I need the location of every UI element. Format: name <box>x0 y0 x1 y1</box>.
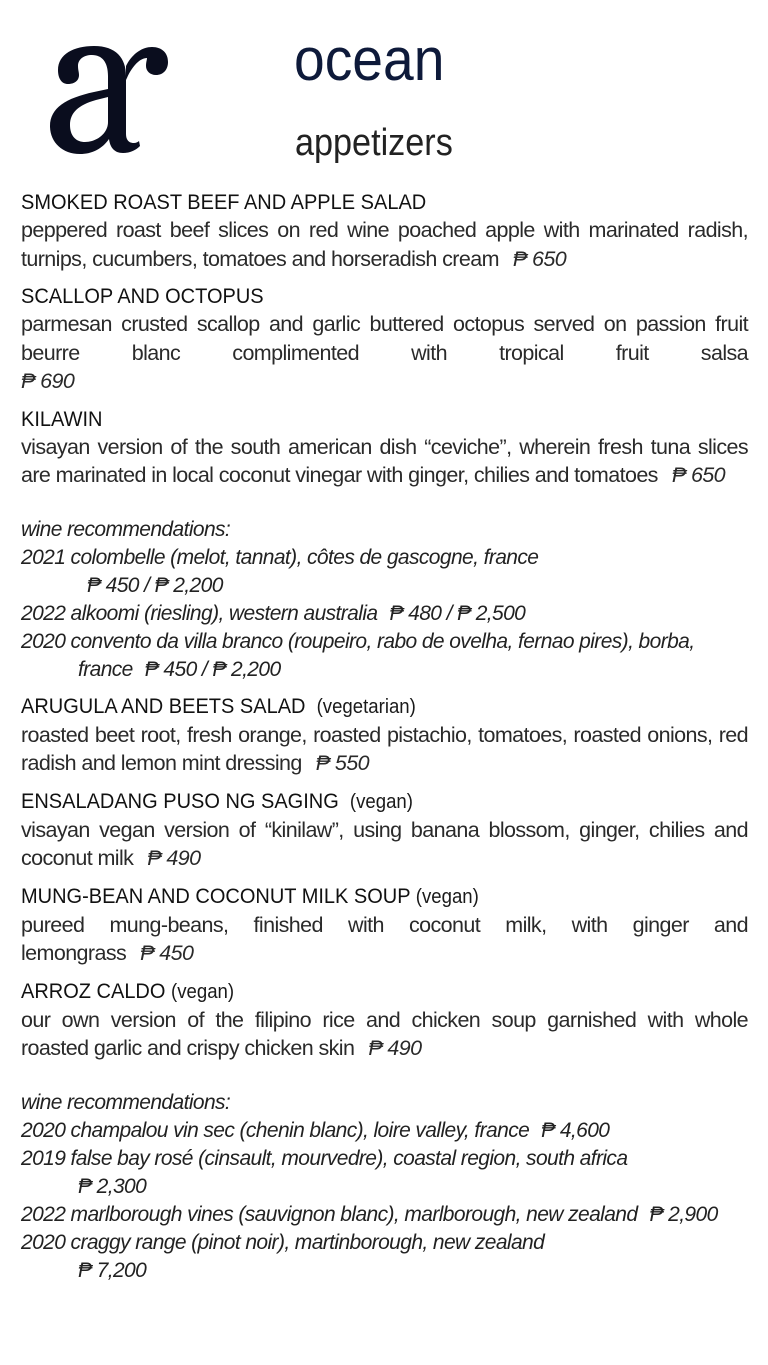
dish-price: ₱ 650 <box>512 246 567 271</box>
dish-tag: (vegan) <box>171 980 235 1003</box>
dish-description: visayan vegan version of “kinilaw”, using banana blossom, ginger, chilies and coconut milk ₱ 490 <box>21 817 748 870</box>
wine-price: ₱ 2,300 <box>78 1174 147 1198</box>
dish-name: SCALLOP AND OCTOPUS <box>21 284 264 308</box>
dish-price: ₱ 550 <box>315 751 369 775</box>
dish-item <box>21 188 748 273</box>
dish-description: visayan version of the south american dish “ceviche”, wherein fresh tuna slices are marinated in local coconut vinegar with ginger, chilies and tomatoes ₱ 650 <box>21 434 748 487</box>
menu-content <box>21 188 748 1293</box>
wine-price: ₱ 450 / ₱ 2,200 <box>87 573 223 597</box>
dish-item <box>21 282 748 396</box>
wine-item: 2021 colombelle (melot, tannat), côtes de gascogne, france ₱ 450 / ₱ 2,200 <box>21 544 748 600</box>
wine-heading: wine recommendations: <box>21 1090 231 1114</box>
wine-price: ₱ 2,900 <box>649 1202 718 1226</box>
wine-item: 2020 champalou vin sec (chenin blanc), loire valley, france ₱ 4,600 <box>21 1118 610 1142</box>
wine-recommendations <box>21 1089 748 1285</box>
dish-price: ₱ 450 <box>140 941 194 965</box>
dish-tag: (vegetarian) <box>316 695 416 718</box>
wine-item: 2020 craggy range (pinot noir), martinborough, new zealand ₱ 7,200 <box>21 1229 748 1285</box>
dish-name: ARROZ CALDO (vegan) <box>21 978 235 1003</box>
dish-description: peppered roast beef slices on red wine poached apple with marinated radish, turnips, cucumbers, tomatoes and horseradish cream ₱ 650 <box>21 218 748 271</box>
dish-price: ₱ 490 <box>147 846 201 870</box>
dish-description: pureed mung-beans, finished with coconut milk, with ginger and lemongrass ₱ 450 <box>21 912 748 965</box>
dish-name: KILAWIN <box>21 406 103 431</box>
dish-name: ARUGULA AND BEETS SALAD (vegetarian) <box>21 693 416 718</box>
dish-item <box>21 977 748 1063</box>
dish-name: ENSALADANG PUSO NG SAGING (vegan) <box>21 788 413 813</box>
dish-description: parmesan crusted scallop and garlic buttered octopus served on passion fruit beurre blanc complimented with tropical fruit salsa <box>21 312 748 365</box>
section-title: appetizers <box>295 122 453 164</box>
dish-tag: (vegan) <box>415 885 479 908</box>
wine-item: 2019 false bay rosé (cinsault, mourvedre), coastal region, south africa ₱ 2,300 <box>21 1145 748 1201</box>
dish-description: roasted beet root, fresh orange, roasted pistachio, tomatoes, roasted onions, red radish and lemon mint dressing ₱ 550 <box>21 722 748 775</box>
wine-item: 2022 marlborough vines (sauvignon blanc), marlborough, new zealand ₱ 2,900 <box>21 1202 718 1226</box>
dish-price: ₱ 650 <box>671 463 726 487</box>
dish-tag: (vegan) <box>349 790 413 813</box>
dish-item <box>21 405 748 490</box>
wine-price: ₱ 450 / ₱ 2,200 <box>144 657 281 681</box>
wine-price: ₱ 7,200 <box>78 1258 147 1282</box>
dish-price-line <box>21 367 748 396</box>
dish-price: ₱ 690 <box>21 369 75 393</box>
logo-ar-icon <box>44 36 170 156</box>
dish-price: ₱ 490 <box>368 1036 422 1060</box>
wine-item: 2020 convento da villa branco (roupeiro, rabo de ovelha, fernao pires), borba, france ₱ 450 / ₱ 2,200 <box>21 629 695 681</box>
menu-header <box>0 0 768 185</box>
wine-price: ₱ 480 / ₱ 2,500 <box>389 601 526 625</box>
wine-heading: wine recommendations: <box>21 517 231 541</box>
restaurant-name: ocean <box>294 26 445 93</box>
dish-name: MUNG-BEAN AND COCONUT MILK SOUP (vegan) <box>21 883 479 908</box>
dish-item <box>21 882 748 968</box>
wine-item: 2022 alkoomi (riesling), western australia ₱ 480 / ₱ 2,500 <box>21 601 526 625</box>
dish-description: our own version of the filipino rice and chicken soup garnished with whole roasted garlic and crispy chicken skin ₱ 490 <box>21 1007 748 1060</box>
wine-recommendations <box>21 516 748 684</box>
dish-item <box>21 692 748 778</box>
wine-price: ₱ 4,600 <box>541 1118 610 1142</box>
dish-item <box>21 787 748 873</box>
dish-name: SMOKED ROAST BEEF AND APPLE SALAD <box>21 190 427 214</box>
